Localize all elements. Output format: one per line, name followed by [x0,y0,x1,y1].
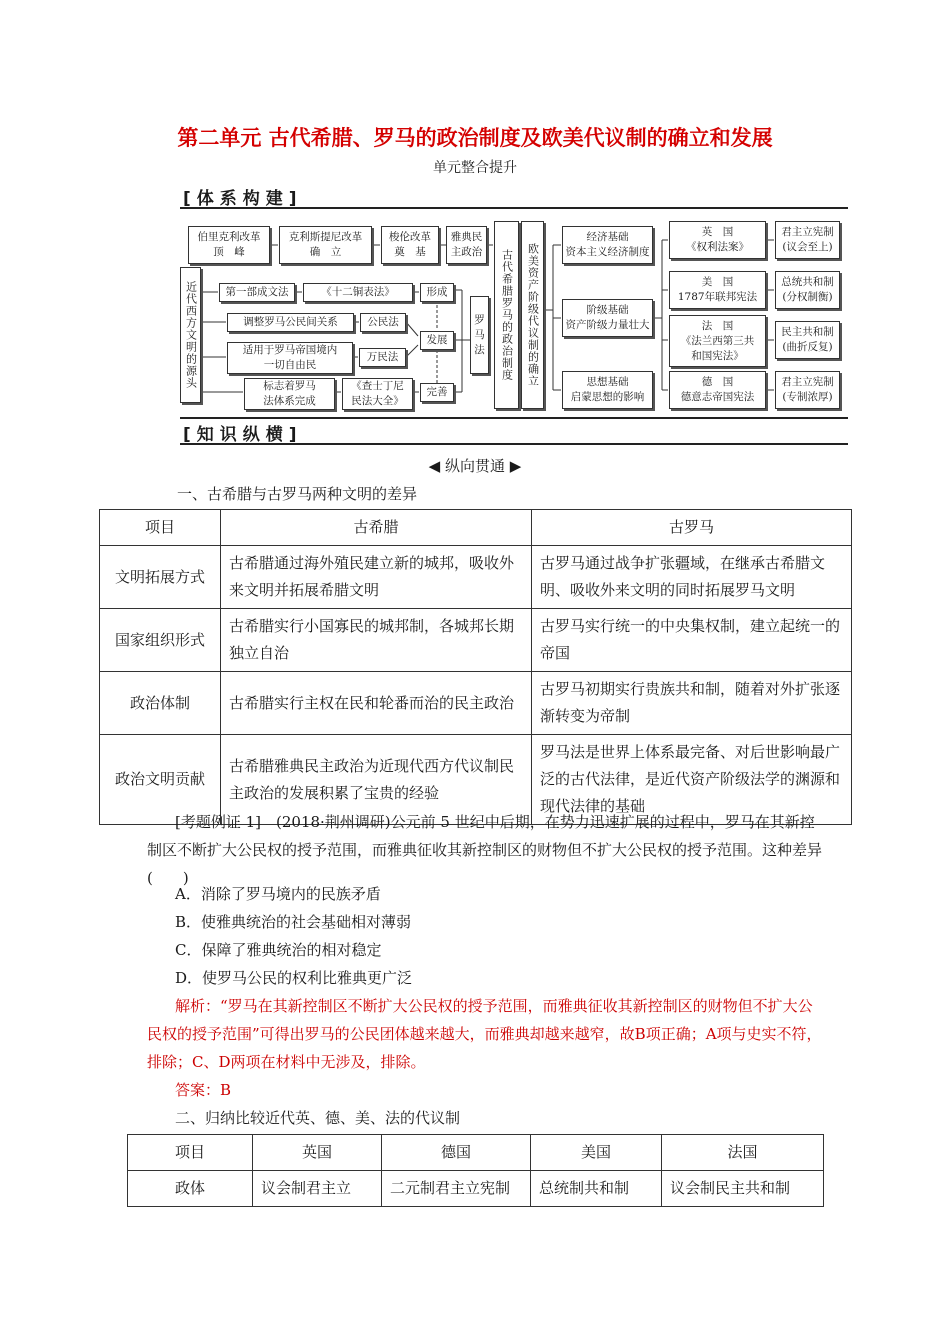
table-row [100,609,852,672]
table-cell: 政治文明贡献 [100,735,221,825]
table-header-row [100,510,852,546]
box-system-france: 民主共和制 (曲折反复) [775,321,840,359]
box-twelve-tables: 《十二铜表法》 [303,283,413,302]
box-development: 发展 [420,331,454,350]
table-cell: 政治体制 [100,672,221,735]
box-class-basis: 阶级基础 资产阶级力量壮大 [562,299,653,337]
table-header-cell: 英国 [253,1135,382,1171]
table-header-cell: 法国 [662,1135,824,1171]
analysis-text: 解析：“罗马在其新控制区不断扩大公民权的授予范围，而雅典征收其新控制区的财物但不扩大公民权的授予范围”可得出罗马的公民团体越来越大，而雅典却越来越窄，故B项正确；A项与史实不符，排除；C、D两项在材料中无涉及，排除。 [147,997,822,1071]
table-cell: 国家组织形式 [100,609,221,672]
box-france: 法 国 《法兰西第三共 和国宪法》 [669,315,766,367]
option-a: A．消除了罗马境内的民族矛盾 [175,885,381,903]
box-first-written-law: 第一部成文法 [219,283,295,302]
box-germany: 德 国 德意志帝国宪法 [669,371,766,409]
box-perfection: 完善 [420,383,454,402]
table-row [128,1171,824,1207]
table-header-row [128,1135,824,1171]
page-title: 第二单元 古代希腊、罗马的政治制度及欧美代议制的确立和发展 [177,126,773,150]
table-cell: 议会制君主立 [253,1171,382,1207]
greece-rome-table [99,509,852,825]
option-b: B．使雅典统治的社会基础相对薄弱 [175,913,412,931]
left-bracket-icon: ◀ [428,457,441,475]
divider [180,417,848,419]
table-header-cell: 项目 [100,510,221,546]
table-cell: 古罗马实行统一的中央集权制，建立起统一的帝国 [532,609,852,672]
box-law-of-nations: 万民法 [359,348,406,367]
section-zhishi-heading: [知识纵横] [183,425,303,445]
divider [180,443,848,445]
section2-heading: 二、归纳比较近代英、德、美、法的代议制 [175,1109,461,1127]
right-bracket-icon: ▶ [509,457,522,475]
table-cell: 古希腊实行主权在民和轮番而治的民主政治 [221,672,532,735]
option-d: D．使罗马公民的权利比雅典更广泛 [175,969,413,987]
box-system-usa: 总统共和制 (分权制衡) [775,271,840,309]
table-cell: 文明拓展方式 [100,546,221,609]
table-cell: 古希腊雅典民主政治为近现代西方代议制民主政治的发展积累了宝贵的经验 [221,735,532,825]
table-cell: 古罗马通过战争扩张疆域，在继承古希腊文明、吸收外来文明的同时拓展罗马文明 [532,546,852,609]
table-cell: 议会制民主共和制 [662,1171,824,1207]
box-roman-law: 罗 马 法 [470,296,489,374]
box-cleisthenes-reform: 克利斯提尼改革 确 立 [279,226,372,264]
table-cell: 政体 [128,1171,253,1207]
table-cell: 古希腊实行小国寡民的城邦制，各城邦长期独立自治 [221,609,532,672]
option-c: C．保障了雅典统治的相对稳定 [175,941,382,959]
box-ancient-political-system: 古代希腊罗马的政治制度 [494,221,519,409]
box-solon-reform: 梭伦改革 奠 基 [381,226,439,264]
table-cell: 二元制君主立宪制 [382,1171,531,1207]
structure-diagram [0,0,950,440]
box-regulate-citizens: 调整罗马公民间关系 [227,313,354,332]
box-system-germany: 君主立宪制 (专制浓厚) [775,371,840,409]
table-header-cell: 德国 [382,1135,531,1171]
box-corpus-juris-civilis: 《查士丁尼 民法大全》 [342,378,413,410]
answer-text: 答案：B [175,1081,232,1099]
table-header-cell: 美国 [531,1135,662,1171]
table-cell: 古罗马初期实行贵族共和制，随着对外扩张逐渐转变为帝制 [532,672,852,735]
box-western-civilization-source: 近代西方文明的源头 [180,267,201,403]
box-roman-law-complete: 标志着罗马 法体系完成 [244,378,335,410]
box-england: 英 国 《权利法案》 [669,221,766,259]
box-ideological-basis: 思想基础 启蒙思想的影响 [562,371,653,409]
representative-system-table [127,1134,824,1207]
table-row [100,546,852,609]
table-header-cell: 古罗马 [532,510,852,546]
table-header-cell: 古希腊 [221,510,532,546]
table-row [100,672,852,735]
box-european-representative-system: 欧美资产阶级代议制的确立 [521,221,544,409]
box-athenian-democracy: 雅典民 主政治 [446,226,487,264]
box-system-england: 君主立宪制 (议会至上) [775,221,840,259]
question-stem: [考题例证 1] (2018·荆州调研)公元前 5 世纪中后期，在势力迅速扩展的过程中，罗马在其新控制区不断扩大公民权的授予范围，而雅典征收其新控制区的财物但不扩大公民权的授予范围。这种差异( ) [147,813,823,887]
vertical-overview-heading: ◀ 纵向贯通 ▶ [428,457,522,475]
box-economic-basis: 经济基础 资本主义经济制度 [562,226,653,264]
page-subtitle: 单元整合提升 [433,160,517,176]
box-civil-law: 公民法 [360,313,406,332]
table-header-cell: 项目 [128,1135,253,1171]
box-formation: 形成 [420,283,454,302]
table-cell: 古希腊通过海外殖民建立新的城邦，吸收外来文明并拓展希腊文明 [221,546,532,609]
box-free-people: 适用于罗马帝国境内 一切自由民 [227,342,353,374]
box-usa: 美 国 1787年联邦宪法 [669,271,766,309]
table-cell: 罗马法是世界上体系最完备、对后世影响最广泛的古代法律，是近代资产阶级法学的渊源和现代法律的基础 [532,735,852,825]
section-tixi-heading: [体系构建] [183,189,303,209]
table-cell: 总统制共和制 [531,1171,662,1207]
section1-heading: 一、古希腊与古罗马两种文明的差异 [177,485,418,503]
box-pericles-reform: 伯里克利改革 顶 峰 [188,226,270,264]
